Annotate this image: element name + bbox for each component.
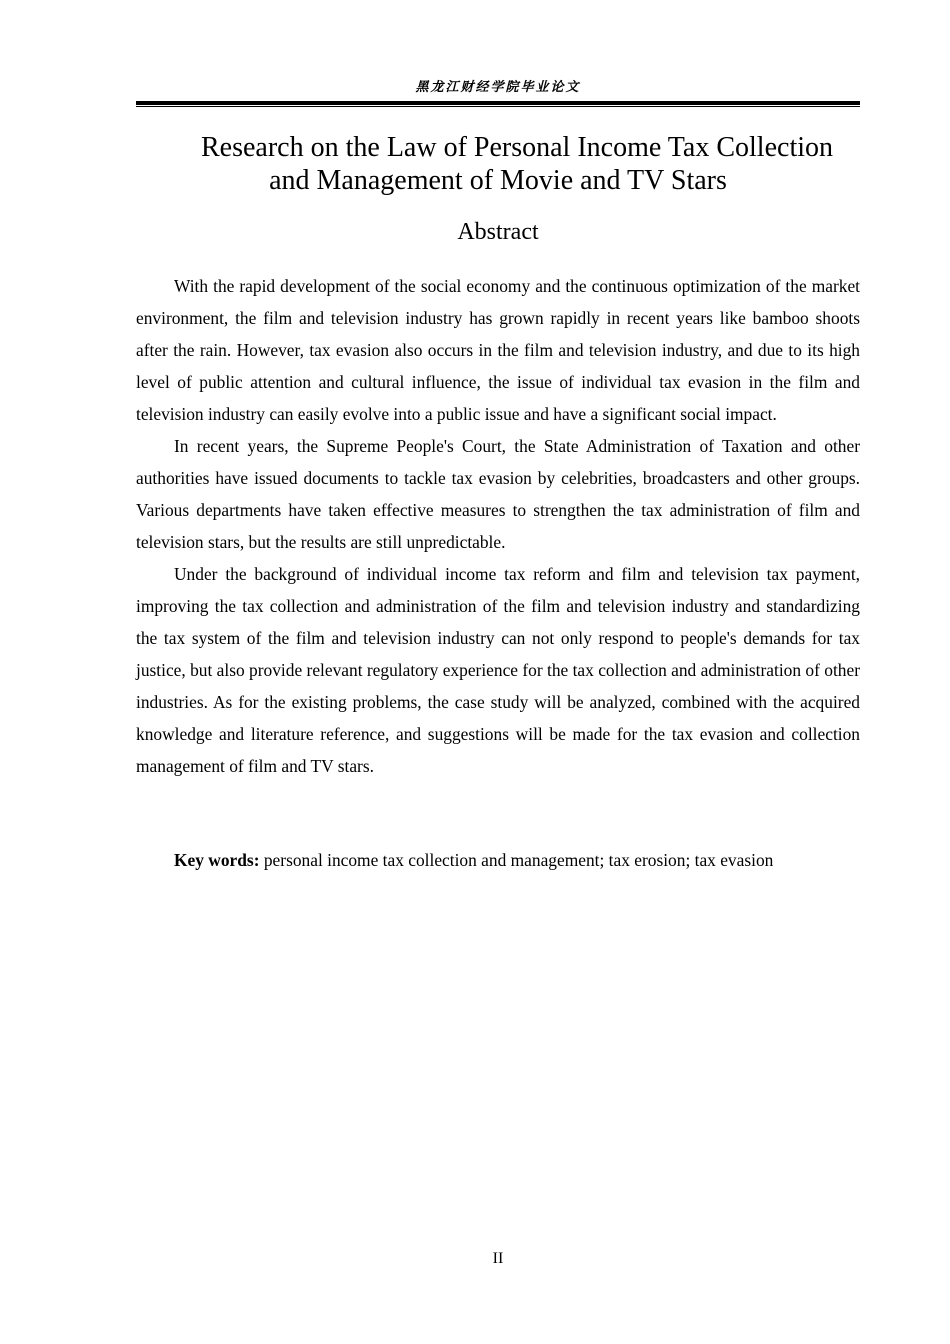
- abstract-heading: Abstract: [457, 219, 539, 245]
- abstract-body: [136, 270, 860, 782]
- thesis-title-line-2: and Management of Movie and TV Stars: [269, 165, 727, 196]
- abstract-paragraph-3: Under the background of individual income tax reform and film and television tax payment, improving the tax collection and administration of the film and television industry and standardizing the tax system of the film and television industry can not only respond to people's demands for tax justice, but also provide relevant regulatory experience for the tax collection and administration of other industries. As for the existing problems, the case study will be analyzed, combined with the acquired knowledge and literature reference, and suggestions will be made for the tax evasion and collection management of film and TV stars.: [136, 564, 860, 776]
- keywords: [136, 844, 860, 876]
- keywords-label: Key words:: [174, 850, 260, 870]
- abstract-paragraph-1: With the rapid development of the social economy and the continuous optimization of the market environment, the film and television industry has grown rapidly in recent years like bamboo shoots after the rain. However, tax evasion also occurs in the film and television industry, and due to its high level of public attention and cultural influence, the issue of individual tax evasion in the film and television industry can easily evolve into a public issue and have a significant social impact.: [136, 276, 860, 424]
- thesis-title-line-1: Research on the Law of Personal Income Tax Collection: [201, 132, 833, 163]
- keywords-text: personal income tax collection and management; tax erosion; tax evasion: [263, 850, 774, 870]
- thesis-title: [136, 131, 860, 197]
- abstract-paragraph-2: In recent years, the Supreme People's Court, the State Administration of Taxation and other authorities have issued documents to tackle tax evasion by celebrities, broadcasters and other groups. Various departments have taken effective measures to strengthen the tax administration of film and television stars, but the results are still unpredictable.: [136, 436, 860, 552]
- header-rule-thin: [136, 106, 860, 107]
- running-header: 黑龙江财经学院毕业论文: [415, 80, 581, 95]
- page-number: II: [492, 1250, 504, 1267]
- header-rule-thick: [136, 101, 860, 105]
